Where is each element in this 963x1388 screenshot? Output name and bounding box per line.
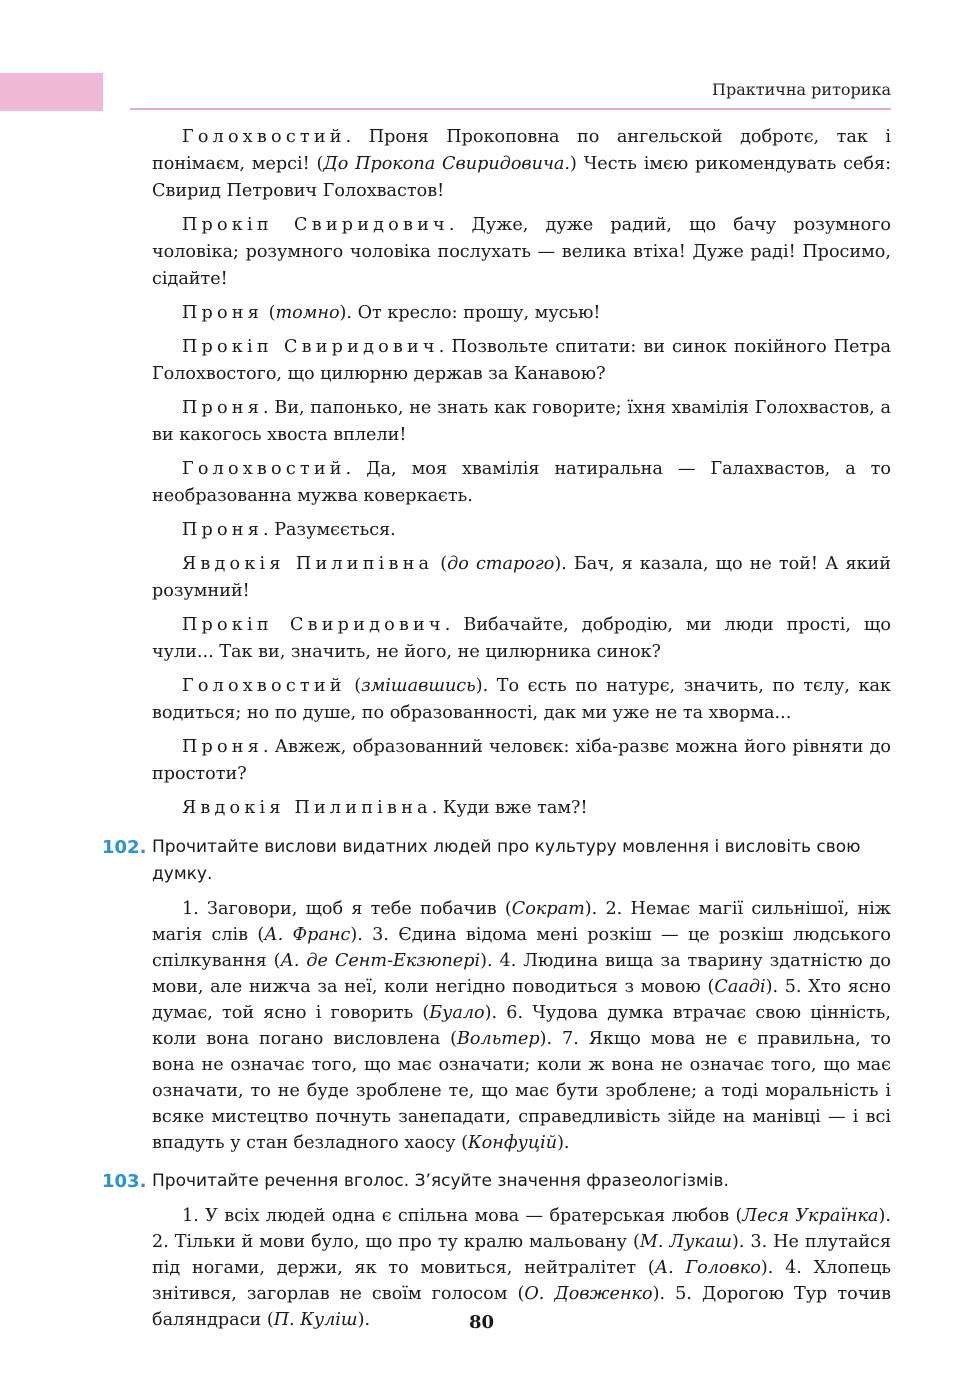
speaker-name: Прокіп Свиридович [182, 337, 439, 357]
quote-author: А. Головко [654, 1258, 761, 1278]
quote-author: А. де Сент-Екзюпері [280, 951, 481, 971]
dialogue-text: ). То єсть по натурє, значить, по тєлу, как водиться; но по душе, по образованності, дак ми уже не та хворма... [152, 676, 891, 723]
quote-author: О. Довженко [524, 1284, 653, 1304]
quote-text: 6. Чудова думка втрачає свою цінність, коли вона погано висловлена ( [152, 1003, 891, 1049]
task-102 [102, 834, 891, 1156]
dialogue-line [152, 673, 891, 727]
quote-text: 4. Хлопець знітився, загорлав не своїм голосом ( [152, 1258, 891, 1304]
dialogue-line [152, 734, 891, 788]
speaker-name: Голохвостий [182, 459, 346, 479]
quote-end: ). [350, 925, 373, 945]
speaker-name: Прокіп Свиридович [182, 615, 445, 635]
dialogue-text: . Разумєється. [263, 520, 396, 540]
stage-direction: томно [275, 303, 340, 323]
page-number: 80 [468, 1312, 495, 1333]
speaker-name: Явдокія Пилипівна [182, 798, 432, 818]
stage-direction: змішавшись [361, 676, 476, 696]
dialogue-line [152, 300, 891, 327]
task-number: 103. [102, 1171, 147, 1192]
dialogue-line [152, 551, 891, 605]
quote-author: Сааді [714, 977, 766, 997]
quote-text: 4. Людина вища за тварину здатністю до мови, але нижча за неї, коли негідно поводиться з мовою ( [152, 951, 891, 997]
quote-author: Буало [429, 1003, 485, 1023]
quote-text: 3. Єдина відома мені розкіш — це розкіш людського спілкування ( [152, 925, 891, 971]
quote-end: ). [557, 1133, 570, 1153]
quote-end: ). [652, 1284, 676, 1304]
dialogue-line [152, 395, 891, 449]
stage-direction: До Прокопа Свиридовича. [323, 154, 571, 174]
quote-end: ). [878, 1206, 891, 1226]
quote-author: Конфуцій [468, 1133, 558, 1153]
speaker-name: Прокіп Свиридович [182, 215, 449, 235]
dialogue-line [152, 124, 891, 205]
bracket: ( [433, 554, 448, 574]
stage-direction: до старого [447, 554, 555, 574]
dialogue-text: . Ви, папонько, не знать как говорите; їхня хвамілія Голохвастов, а ви какогось хвоста вплели! [152, 398, 891, 445]
quote-end: ). [357, 1310, 371, 1330]
dialogue-text: . Вибачайте, добродію, ми люди прості, що чули... Так ви, значить, не його, не цилюрника синок? [152, 615, 891, 662]
dialogue-text: . Позвольте спитати: ви синок покійного Петра Голохвостого, що цилюрню держав за Канавою? [152, 337, 891, 384]
quote-end: ). [480, 951, 500, 971]
running-header-title: Практична риторика [712, 80, 891, 99]
speaker-name: Проня [182, 737, 264, 757]
quote-text: 1. Заговори, щоб я тебе побачив ( [182, 899, 512, 919]
speaker-name: Проня [182, 398, 264, 418]
bracket: ( [263, 303, 276, 323]
speaker-name: Голохвостий [182, 127, 346, 147]
task-instruction: Прочитайте вислови видатних людей про культуру мовлення і висловіть свою думку. [152, 837, 861, 884]
quote-end: ). [731, 1232, 751, 1252]
quote-text: 1. У всіх людей одна є спільна мова — братерськая любов ( [182, 1206, 743, 1226]
quote-author: П. Куліш [273, 1310, 358, 1330]
quote-end: ). [760, 1258, 786, 1278]
dialogue-line [152, 612, 891, 666]
dialogue-line [152, 795, 891, 822]
speaker-name: Проня [182, 303, 264, 323]
dialogue-text: ) Честь імєю рикомендувать себя: Свирид Петрович Голохвастов! [152, 154, 891, 201]
quote-text: 3. Не плутайся під ногами, держи, як то мовиться, нейтралітет ( [152, 1232, 891, 1278]
bracket: ( [345, 676, 362, 696]
quote-end: ). [765, 977, 785, 997]
dialogue-text: . Дуже, дуже радий, що бачу розумного чоловіка; розумного чоловіка послухать — велика втіха! Дуже раді! Просимо, сідайте! [152, 215, 891, 289]
quote-author: Леся Українка [742, 1206, 879, 1226]
quote-end: ). [484, 1003, 507, 1023]
quote-end: ). [584, 899, 606, 919]
speaker-name: Явдокія Пилипівна [182, 554, 434, 574]
task-instruction: Прочитайте речення вголос. З’ясуйте значення фразеологізмів. [152, 1171, 729, 1191]
header-color-tab [0, 73, 103, 111]
quote-author: М. Лукаш [639, 1232, 732, 1252]
dialogue-line [152, 456, 891, 510]
dialogue-line [152, 517, 891, 544]
quote-text: 5. Хто ясно думає, той ясно і говорить ( [152, 977, 891, 1023]
speaker-name: Проня [182, 520, 264, 540]
task-number: 102. [102, 837, 147, 858]
quote-author: Вольтер [456, 1029, 540, 1049]
quote-text: 2. Тільки й мови було, що про ту кралю мальовану ( [152, 1232, 640, 1252]
dialogue-line [152, 334, 891, 388]
dialogue-text: . Авжеж, образованний человєк: хіба-развє можна його рівняти до простоти? [152, 737, 891, 784]
quote-text: 5. Дорогою Тур точив баляндраси ( [152, 1284, 891, 1330]
dialogue-text: ). Бач, я казала, що не той! А який розумний! [152, 554, 891, 601]
dialogue-text: ). От кресло: прошу, мусью! [339, 303, 601, 323]
quote-author: А. Франс [264, 925, 351, 945]
quotes-paragraph [152, 896, 891, 1156]
task-103 [102, 1168, 891, 1333]
dialogue-text: . Куди вже там?! [431, 798, 588, 818]
dialogue-block [152, 124, 891, 822]
quote-end: ). [539, 1029, 562, 1049]
quote-text: 2. Немає магії сильнішої, ніж магія слів ( [152, 899, 891, 945]
header-rule [130, 108, 891, 110]
speaker-name: Голохвостий [182, 676, 346, 696]
page-content [102, 124, 891, 1333]
dialogue-text: . Проня Прокоповна по ангельской добротє, так і понімаєм, мерсі! ( [152, 127, 891, 174]
quote-text: 7. Якщо мова не є правильна, то вона не означає того, що має означати; коли ж вона не означає того, що має означати, то не буде зроблене те, що має бути зроблене; а тоді моральність і всяке мистецтво почнуть занепадати, справедливість зійде на манівці — і всі впадуть у стан безладного хаосу ( [152, 1029, 891, 1153]
dialogue-line [152, 212, 891, 293]
quote-author: Сократ [511, 899, 585, 919]
dialogue-text: . Да, моя хвамілія натиральна — Галахвастов, а то необразованна мужва коверкаєть. [152, 459, 891, 506]
